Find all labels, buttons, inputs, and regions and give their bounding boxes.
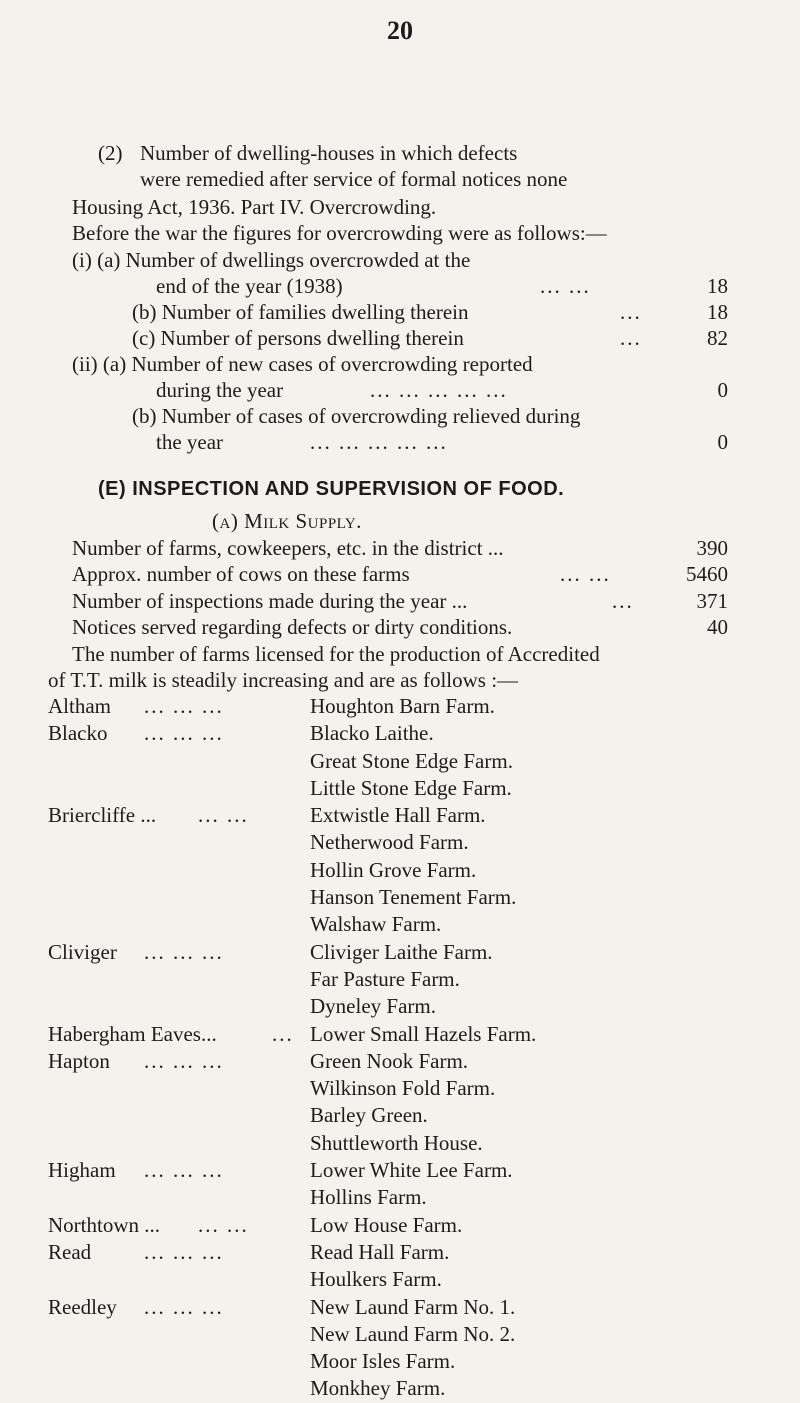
tt-farm-row bbox=[48, 748, 728, 775]
cows-value: 5460 bbox=[686, 562, 728, 586]
tt-farm-row bbox=[48, 1294, 728, 1321]
tt-district: Altham bbox=[48, 694, 111, 718]
tt-farm-name: Cliviger Laithe Farm. bbox=[310, 939, 493, 964]
housing-i-b-line: (b) Number of families dwelling therein bbox=[132, 300, 469, 324]
tt-farm-row bbox=[48, 720, 728, 747]
tt-farm-name: Moor Isles Farm. bbox=[310, 1349, 456, 1374]
housing-i-a-line-1: (i) (a) Number of dwellings overcrowded at the bbox=[72, 248, 471, 272]
tt-farm-name: Wilkinson Fold Farm. bbox=[310, 1076, 496, 1101]
tt-farm-name: Netherwood Farm. bbox=[310, 830, 469, 855]
tt-district: Reedley bbox=[48, 1294, 117, 1319]
housing-i-c-line: (c) Number of persons dwelling therein bbox=[132, 326, 464, 350]
tt-farm-name: Little Stone Edge Farm. bbox=[310, 775, 512, 800]
leader-dots: ... bbox=[620, 326, 642, 350]
tt-farm-name: Low House Farm. bbox=[310, 1212, 463, 1237]
tt-farm-row bbox=[48, 857, 728, 884]
leader-dots: ... bbox=[612, 589, 634, 613]
tt-farm-row bbox=[48, 1102, 728, 1129]
tt-farm-name: Houlkers Farm. bbox=[310, 1267, 442, 1292]
leader-dots: ... bbox=[272, 1021, 294, 1046]
inspections-label: Number of inspections made during the year ... bbox=[72, 589, 468, 613]
tt-farm-name: Great Stone Edge Farm. bbox=[310, 748, 513, 773]
tt-farm-name: Hollin Grove Farm. bbox=[310, 857, 477, 882]
farms-value: 390 bbox=[696, 536, 728, 560]
tt-farm-name: Extwistle Hall Farm. bbox=[310, 803, 486, 828]
tt-farm-name: Read Hall Farm. bbox=[310, 1239, 450, 1264]
tt-farm-name: Shuttleworth House. bbox=[310, 1130, 483, 1155]
cows-label: Approx. number of cows on these farms bbox=[72, 562, 410, 586]
tt-farm-row bbox=[48, 966, 728, 993]
tt-farm-row bbox=[48, 1130, 728, 1157]
tt-farm-name: Lower White Lee Farm. bbox=[310, 1158, 513, 1183]
leader-dots: ... ... ... bbox=[144, 1158, 224, 1183]
tt-farm-row bbox=[48, 1321, 728, 1348]
leader-dots: ... ... ... bbox=[144, 1294, 224, 1319]
tt-farm-row bbox=[48, 1075, 728, 1102]
housing-ii-b-line-2: the year bbox=[156, 430, 224, 454]
housing-title: Housing Act, 1936. Part IV. Overcrowding. bbox=[72, 195, 437, 219]
tt-farm-name: Walshaw Farm. bbox=[310, 912, 442, 937]
defects-line-1: Number of dwelling-houses in which defects bbox=[140, 141, 518, 165]
tt-farm-row bbox=[48, 802, 728, 829]
housing-i-b-value: 18 bbox=[707, 300, 728, 324]
leader-dots: ... ... ... bbox=[144, 694, 224, 718]
leader-dots: ... ... ... bbox=[144, 1239, 224, 1264]
leader-dots: ... ... ... bbox=[144, 1048, 224, 1073]
inspection-subheading: (a) Milk Supply. bbox=[212, 509, 362, 533]
notices-label: Notices served regarding defects or dirty conditions. bbox=[72, 615, 513, 639]
tt-farm-name: Houghton Barn Farm. bbox=[310, 694, 495, 718]
leader-dots: ... bbox=[620, 300, 642, 324]
leader-dots: ... ... ... ... ... bbox=[310, 430, 448, 454]
inspections-value: 371 bbox=[696, 589, 728, 613]
tt-farm-name: Monkhey Farm. bbox=[310, 1376, 446, 1401]
tt-district: Habergham Eaves... bbox=[48, 1021, 217, 1046]
tt-farm-row bbox=[48, 775, 728, 802]
housing-ii-a-value: 0 bbox=[717, 378, 728, 402]
tt-farm-row bbox=[48, 993, 728, 1020]
tt-district: Northtown ... bbox=[48, 1212, 160, 1237]
housing-intro: Before the war the figures for overcrowding were as follows:— bbox=[72, 221, 607, 245]
tt-farm-row bbox=[48, 1348, 728, 1375]
tt-farm-row bbox=[48, 884, 728, 911]
tt-district: Blacko bbox=[48, 721, 108, 746]
licensed-line-2: of T.T. milk is steadily increasing and are as follows :— bbox=[48, 668, 519, 692]
farms-label: Number of farms, cowkeepers, etc. in the district ... bbox=[72, 536, 504, 560]
tt-farm-row bbox=[48, 829, 728, 856]
tt-farm-row bbox=[48, 1266, 728, 1293]
housing-ii-a-line-2: during the year bbox=[156, 378, 284, 402]
leader-dots: ... ... bbox=[560, 562, 611, 586]
tt-farm-name: Barley Green. bbox=[310, 1103, 428, 1128]
tt-district: Read bbox=[48, 1239, 92, 1264]
tt-farms-list bbox=[48, 693, 728, 1403]
tt-farm-name: Blacko Laithe. bbox=[310, 721, 434, 746]
tt-farm-row bbox=[48, 1021, 728, 1048]
leader-dots: ... ... bbox=[198, 803, 249, 828]
tt-farm-row bbox=[48, 1212, 728, 1239]
tt-farm-name: Hanson Tenement Farm. bbox=[310, 885, 517, 910]
tt-farm-name: New Laund Farm No. 1. bbox=[310, 1294, 516, 1319]
defects-item-label: (2) bbox=[98, 141, 123, 165]
leader-dots: ... ... ... bbox=[144, 721, 224, 746]
tt-farm-row bbox=[48, 1048, 728, 1075]
housing-ii-a-line-1: (ii) (a) Number of new cases of overcrowding reported bbox=[72, 352, 533, 376]
tt-farm-row bbox=[48, 1157, 728, 1184]
tt-district: Higham bbox=[48, 1158, 116, 1183]
leader-dots: ... ... bbox=[198, 1212, 249, 1237]
inspection-heading: (E) INSPECTION AND SUPERVISION OF FOOD. bbox=[98, 478, 565, 500]
tt-district: Briercliffe ... bbox=[48, 803, 157, 828]
tt-farm-row bbox=[48, 693, 728, 720]
tt-farm-name: Green Nook Farm. bbox=[310, 1048, 469, 1073]
tt-district: Cliviger bbox=[48, 939, 117, 964]
housing-i-a-value: 18 bbox=[707, 274, 728, 298]
tt-farm-row bbox=[48, 911, 728, 938]
housing-i-a-line-2: end of the year (1938) bbox=[156, 274, 343, 298]
tt-farm-name: Hollins Farm. bbox=[310, 1185, 427, 1210]
licensed-line-1: The number of farms licensed for the production of Accredited bbox=[72, 642, 600, 666]
tt-farm-row bbox=[48, 939, 728, 966]
tt-farm-row bbox=[48, 1375, 728, 1402]
tt-district: Hapton bbox=[48, 1048, 110, 1073]
tt-farm-name: New Laund Farm No. 2. bbox=[310, 1321, 516, 1346]
leader-dots: ... ... ... ... ... bbox=[370, 378, 508, 402]
tt-farm-name: Far Pasture Farm. bbox=[310, 966, 460, 991]
leader-dots: ... ... bbox=[540, 274, 591, 298]
leader-dots: ... ... ... bbox=[144, 939, 224, 964]
tt-farm-name: Lower Small Hazels Farm. bbox=[310, 1021, 537, 1046]
notices-value: 40 bbox=[707, 615, 728, 639]
tt-farm-row bbox=[48, 1184, 728, 1211]
housing-ii-b-line-1: (b) Number of cases of overcrowding relieved during bbox=[132, 404, 581, 428]
tt-farm-row bbox=[48, 1239, 728, 1266]
page-number: 20 bbox=[387, 16, 413, 45]
tt-farm-name: Dyneley Farm. bbox=[310, 994, 436, 1019]
housing-i-c-value: 82 bbox=[707, 326, 728, 350]
defects-line-2: were remedied after service of formal notices none bbox=[140, 167, 568, 191]
housing-ii-b-value: 0 bbox=[717, 430, 728, 454]
